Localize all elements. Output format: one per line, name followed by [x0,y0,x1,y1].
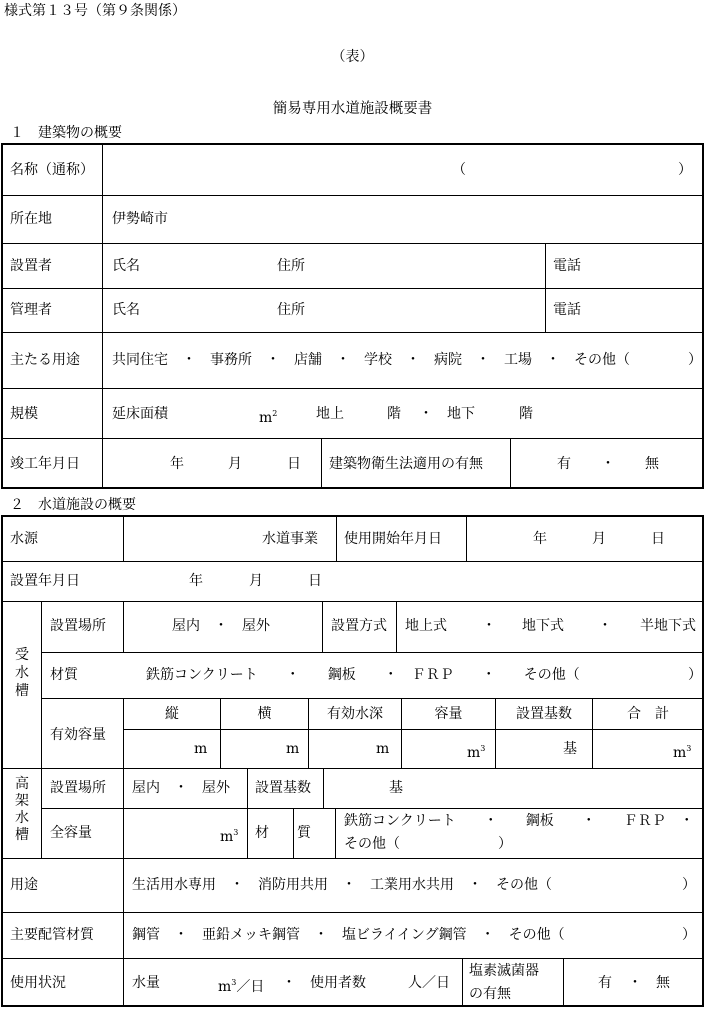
form-title: 簡易専用水道施設概要書 [272,101,433,117]
tank-method-label: 設置方式 [331,618,387,634]
name-paren-open: （ [452,162,466,178]
install-year: 年 [189,573,203,589]
users-label: ・ 使用者数 [282,975,366,991]
usage-label: 主たる用途 [10,352,80,368]
location-value: 伊勢崎市 [112,211,168,227]
hygiene-no: 無 [645,456,659,472]
purpose-label: 用途 [10,877,38,893]
method-sep2: ・ [598,618,612,634]
cap-unit-depth: m [376,741,390,757]
section1-heading: １ 建築物の概要 [10,125,122,141]
chlorine-yes: 有 [598,975,612,991]
method-semi: 半地下式 [640,618,696,634]
cap-unit-length: m [194,741,208,757]
tank-indoor-outdoor: 屋内 ・ 屋外 [172,618,270,634]
elevated-material-line2: その他（ ） [344,836,512,852]
total-capacity-unit: $m^3$ [220,828,239,845]
elevated-material-label: 材 質 [255,825,311,841]
elevated-count-label: 設置基数 [255,780,311,796]
hygiene-law-label: 建築物衛生法適用の有無 [329,456,483,472]
completion-day: 日 [287,456,301,472]
purpose-options: 生活用水専用 ・ 消防用共用 ・ 工業用水共用 ・ その他（ [132,877,552,893]
total-capacity-label: 全容量 [50,825,92,841]
start-month: 月 [592,531,606,547]
usage-status-label: 使用状況 [10,975,66,991]
tank-material-label: 材質 [50,667,78,683]
start-year: 年 [533,531,547,547]
method-below: 地下式 [522,618,564,634]
section2-heading: ２ 水道施設の概要 [10,497,136,513]
sqm-unit: $m^2$ [259,409,278,426]
manager-address-label: 住所 [277,302,305,318]
floor-area-label: 延床面積 [112,406,168,422]
elevated-indoor-outdoor: 屋内 ・ 屋外 [132,780,230,796]
usage-close: ） [688,352,702,368]
chlorine-no: 無 [656,975,670,991]
installer-name-label: 氏名 [112,258,140,274]
installer-address-label: 住所 [277,258,305,274]
name-paren-close: ） [678,162,692,178]
cap-header-depth: 有効水深 [327,706,383,722]
completion-year: 年 [170,456,184,472]
above-ground-label: 地上 [316,406,344,422]
form-number: 様式第１３号（第９条関係） [4,3,186,19]
hygiene-separator: ・ [601,456,615,472]
pipe-material-close: ） [682,927,696,943]
users-unit: 人／日 [408,975,450,991]
elevated-material-line1: 鉄筋コンクリート ・ 鋼板 ・ ＦＲＰ ・ [344,813,694,829]
tank-material-close: ） [688,667,702,683]
cap-unit-count: 基 [563,741,577,757]
manager-label: 管理者 [10,302,52,318]
elevated-location-label: 設置場所 [50,780,106,796]
source-value: 水道事業 [262,531,318,547]
tank-material-options: 鉄筋コンクリート ・ 鋼板 ・ ＦＲＰ ・ その他（ [146,667,580,683]
below-ground-label: 地下 [447,406,475,422]
form-subtitle: （表） [331,49,374,65]
completion-month: 月 [228,456,242,472]
method-sep1: ・ [482,618,496,634]
below-floor-unit: 階 [519,406,533,422]
cap-header-width: 横 [257,706,272,722]
start-day: 日 [651,531,665,547]
chlorine-label-line1: 塩素滅菌器 [469,963,539,979]
elevated-tank-label: 高架水槽 [15,776,29,843]
cap-unit-width: m [286,741,300,757]
method-above: 地上式 [405,618,447,634]
water-volume-unit: $m^3/$日 [218,978,265,995]
pipe-material-label: 主要配管材質 [10,927,94,943]
usage-options: 共同住宅 ・ 事務所 ・ 店舗 ・ 学校 ・ 病院 ・ 工場 ・ その他（ [112,352,630,368]
chlorine-label-line2: の有無 [469,986,511,1002]
purpose-close: ） [682,877,696,893]
name-label: 名称（通称） [10,162,94,178]
scale-separator: ・ [419,406,433,422]
capacity-label: 有効容量 [50,727,106,743]
install-month: 月 [249,573,263,589]
receiving-tank-label: 受水槽 [15,647,29,699]
elevated-count-unit: 基 [389,780,403,796]
completion-label: 竣工年月日 [10,456,80,472]
tank-location-label: 設置場所 [50,618,106,634]
manager-name-label: 氏名 [112,302,140,318]
install-date-label: 設置年月日 [10,573,80,589]
installer-label: 設置者 [10,258,52,274]
chlorine-separator: ・ [628,975,642,991]
source-label: 水源 [10,531,38,547]
scale-label: 規模 [10,406,38,422]
pipe-material-options: 鋼管 ・ 亜鉛メッキ鋼管 ・ 塩ビライイング鋼管 ・ その他（ [132,927,565,943]
water-volume-label: 水量 [132,975,160,991]
manager-phone-label: 電話 [553,302,581,318]
installer-phone-label: 電話 [553,258,581,274]
above-floor-unit: 階 [387,406,401,422]
install-day: 日 [308,573,322,589]
hygiene-yes: 有 [557,456,571,472]
start-date-label: 使用開始年月日 [344,531,442,547]
cap-unit-volume: $m^3$ [467,744,486,761]
location-label: 所在地 [10,211,52,227]
cap-header-total: 合 計 [627,706,669,722]
cap-header-volume: 容量 [434,706,463,722]
cap-header-count: 設置基数 [516,706,572,722]
cap-header-length: 縦 [165,706,179,722]
cap-unit-total: $m^3$ [673,744,692,761]
